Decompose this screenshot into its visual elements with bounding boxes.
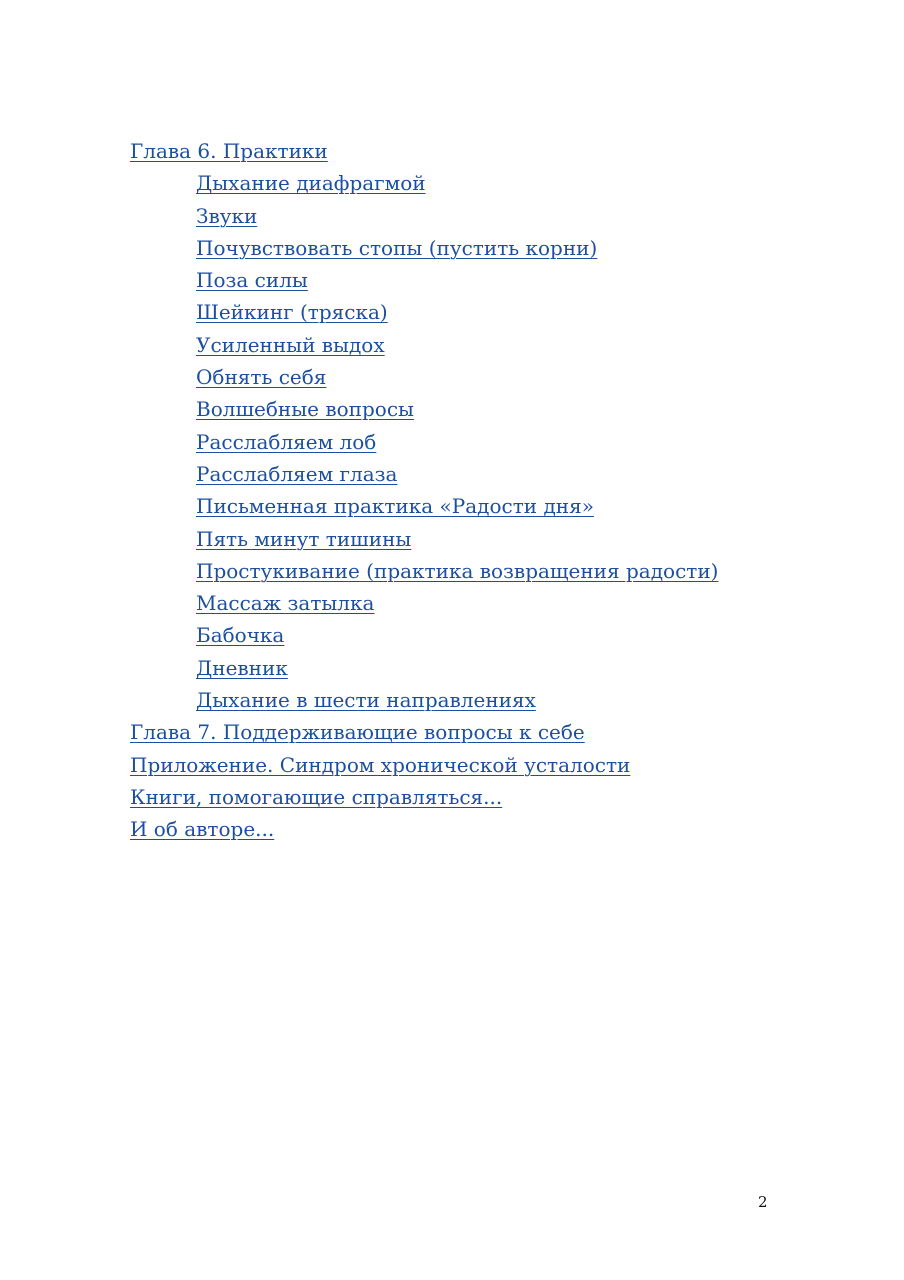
toc-link[interactable]: Расслабляем лоб [196,429,377,454]
toc-link[interactable]: Письменная практика «Радости дня» [196,494,594,519]
toc-entry [130,588,830,620]
toc-link[interactable]: Обнять себя [196,365,327,390]
toc-entry [130,233,830,265]
toc-entry [130,653,830,685]
toc-link[interactable]: И об авторе... [130,817,275,842]
toc-entry [130,362,830,394]
toc-entry [130,620,830,652]
toc-entry [130,297,830,329]
toc-link[interactable]: Глава 7. Поддерживающие вопросы к себе [130,720,585,745]
toc-link[interactable]: Почувствовать стопы (пустить корни) [196,235,598,260]
toc-entry-chapter-7 [130,717,830,749]
page-number: 2 [758,1193,768,1211]
toc-link[interactable]: Поза силы [196,268,308,293]
toc-entry [130,524,830,556]
toc-link[interactable]: Массаж затылка [196,591,375,616]
toc-link[interactable]: Простукивание (практика возвращения радости) [196,558,719,583]
toc-link[interactable]: Глава 6. Практики [130,139,328,163]
toc-entry [130,201,830,233]
toc-entry-books [130,782,830,814]
toc-entry-chapter-6 [130,136,830,168]
toc-entry [130,491,830,523]
toc-link[interactable]: Дыхание диафрагмой [196,171,426,196]
table-of-contents [130,136,830,847]
toc-entry [130,427,830,459]
toc-link[interactable]: Шейкинг (тряска) [196,300,388,325]
toc-link[interactable]: Волшебные вопросы [196,397,414,422]
toc-link[interactable]: Бабочка [196,623,285,648]
toc-entry [130,265,830,297]
toc-entry [130,459,830,491]
toc-link[interactable]: Книги, помогающие справляться... [130,784,503,809]
toc-entry [130,394,830,426]
toc-link[interactable]: Приложение. Синдром хронической усталости [130,752,631,777]
toc-entry [130,556,830,588]
toc-link[interactable]: Расслабляем глаза [196,461,398,486]
toc-link[interactable]: Пять минут тишины [196,526,412,551]
toc-entry [130,168,830,200]
toc-entry [130,330,830,362]
toc-link[interactable]: Дневник [196,655,288,680]
toc-link[interactable]: Звуки [196,203,258,228]
toc-entry-about-author [130,814,830,846]
toc-link[interactable]: Дыхание в шести направлениях [196,688,536,713]
toc-link[interactable]: Усиленный выдох [196,332,385,357]
toc-entry [130,685,830,717]
toc-entry-appendix [130,750,830,782]
